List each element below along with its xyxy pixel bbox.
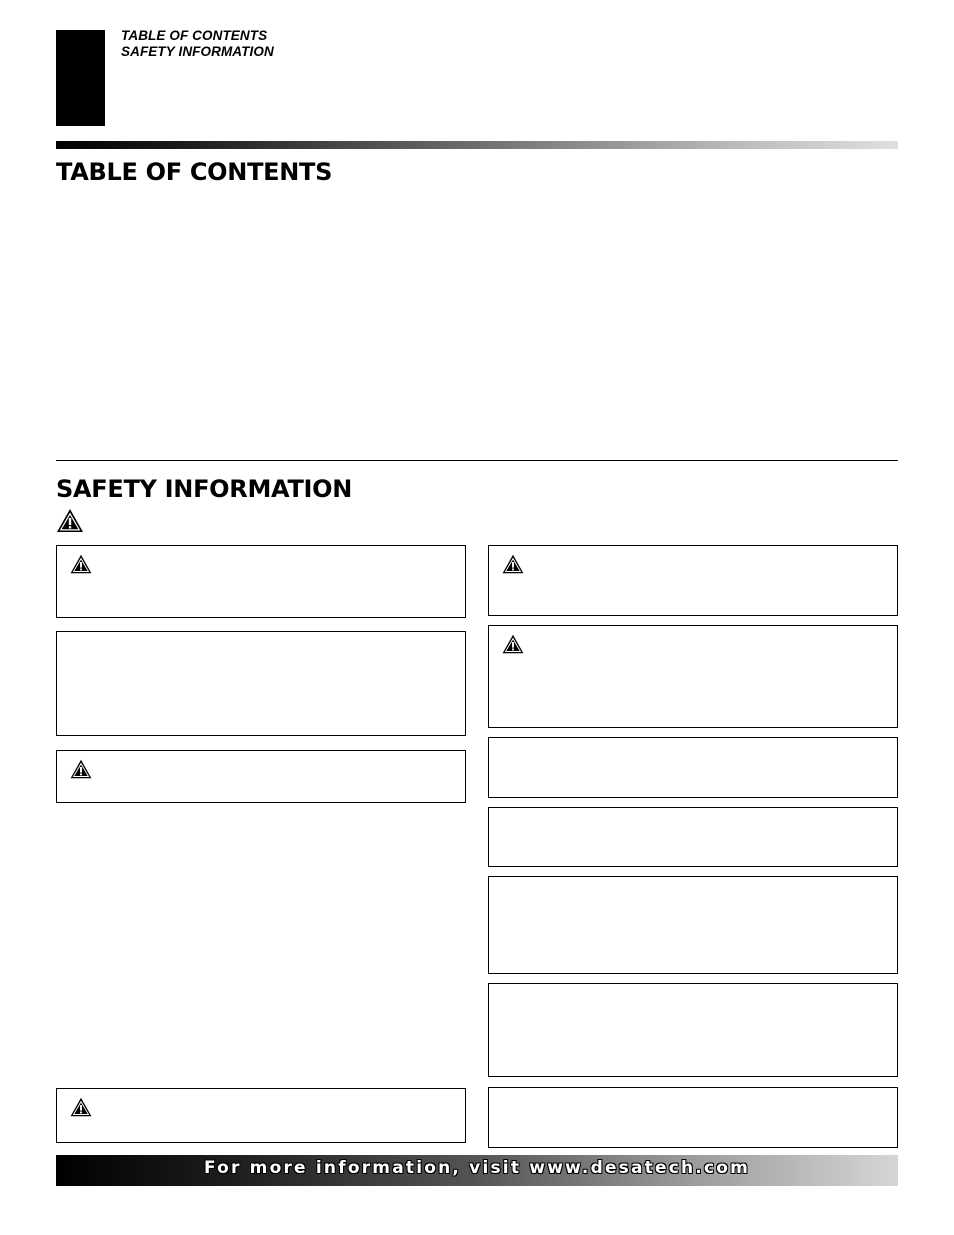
footer-website-text: For more information, visit www.desatech.com xyxy=(203,1158,751,1178)
notice-box xyxy=(488,807,898,867)
notice-box xyxy=(56,631,466,736)
warning-box xyxy=(488,545,898,616)
warning-triangle-icon xyxy=(69,554,93,574)
header-section-toc: TABLE OF CONTENTS xyxy=(121,28,268,43)
notice-box xyxy=(488,1087,898,1148)
header-gradient-bar xyxy=(56,141,898,149)
section-tab-marker xyxy=(56,30,105,126)
warning-box xyxy=(488,625,898,728)
warning-triangle-icon xyxy=(69,1097,93,1117)
warning-triangle-icon xyxy=(501,554,525,574)
warning-box xyxy=(56,1088,466,1143)
notice-box xyxy=(488,876,898,974)
warning-triangle-icon xyxy=(501,634,525,654)
notice-box xyxy=(488,983,898,1077)
warning-triangle-icon xyxy=(69,759,93,779)
header-section-safety: SAFETY INFORMATION xyxy=(121,44,274,59)
warning-triangle-icon xyxy=(56,508,84,533)
section-divider xyxy=(56,460,898,461)
notice-box xyxy=(488,737,898,798)
toc-title: TABLE OF CONTENTS xyxy=(56,158,333,186)
footer-gradient-bar xyxy=(56,1155,898,1186)
safety-title: SAFETY INFORMATION xyxy=(56,475,353,503)
warning-box xyxy=(56,545,466,618)
header-section-list xyxy=(121,28,274,60)
warning-box xyxy=(56,750,466,803)
